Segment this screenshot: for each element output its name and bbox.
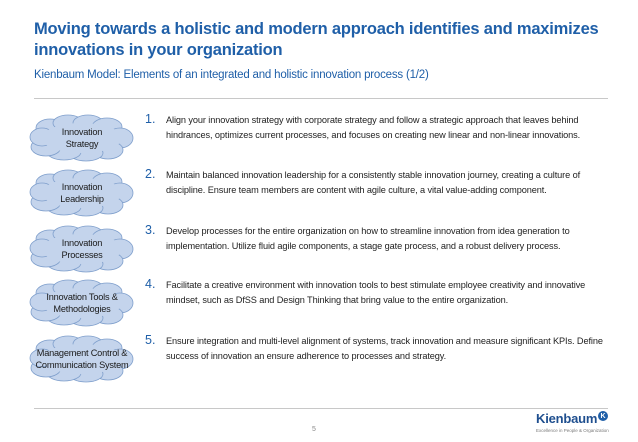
cloud-shape	[28, 114, 136, 162]
cloud-shape	[28, 225, 136, 273]
element-label: Innovation Leadership	[60, 182, 104, 204]
element-label: Innovation Tools & Methodologies	[46, 292, 118, 314]
page-subtitle: Kienbaum Model: Elements of an integrated and holistic innovation process (1/2)	[34, 69, 429, 81]
element-row-management	[0, 333, 638, 385]
element-row-strategy	[0, 112, 638, 164]
bottom-divider	[34, 408, 608, 409]
element-description: Align your innovation strategy with corporate strategy and follow a strategic approach that leaves behind hindrances, optimizes current processes, and focuses on creating new linear and non-linear innovations.	[166, 115, 581, 140]
cloud-shape	[28, 169, 136, 217]
element-label: Innovation Strategy	[61, 127, 103, 149]
cloud-shape	[28, 279, 136, 327]
page-number: 5	[312, 426, 316, 433]
element-row-processes	[0, 223, 638, 275]
element-number: 4.	[145, 277, 156, 291]
element-number: 5.	[145, 333, 156, 347]
element-row-tools	[0, 277, 638, 329]
page-title: Moving towards a holistic and modern approach identifies and maximizes innovations in your organization	[34, 20, 599, 59]
logo-k-icon: K	[598, 411, 608, 421]
element-label: Innovation Processes	[61, 238, 103, 260]
element-description: Ensure integration and multi-level alignment of systems, track innovation and measure significant KPIs. Define success of innovation an ensure adherence to processes and strategy.	[166, 336, 603, 361]
top-divider	[34, 98, 608, 99]
element-description: Develop processes for the entire organization on how to streamline innovation from idea generation to implementation. Utilize fluid agile components, a stage gate process, and a robust delivery process.	[166, 226, 570, 251]
logo-tagline: Excellence in People & Organization	[536, 428, 609, 433]
element-description: Maintain balanced innovation leadership for a consistently stable innovation journey, creating a culture of discipline. Ensure team members are content with agile culture, a vital value-adding component.	[166, 170, 581, 195]
element-number: 3.	[145, 223, 156, 237]
element-number: 2.	[145, 167, 156, 181]
kienbaum-logo	[536, 411, 616, 439]
element-description: Facilitate a creative environment with innovation tools to best stimulate employee creativity and innovative mindset, such as DfSS and Design Thinking that bring value to the entire organization.	[166, 280, 586, 305]
element-number: 1.	[145, 112, 156, 126]
cloud-shape	[28, 335, 136, 383]
element-row-leadership	[0, 167, 638, 219]
logo-name: Kienbaum	[536, 411, 598, 426]
element-label: Management Control & Communication System	[35, 348, 129, 370]
